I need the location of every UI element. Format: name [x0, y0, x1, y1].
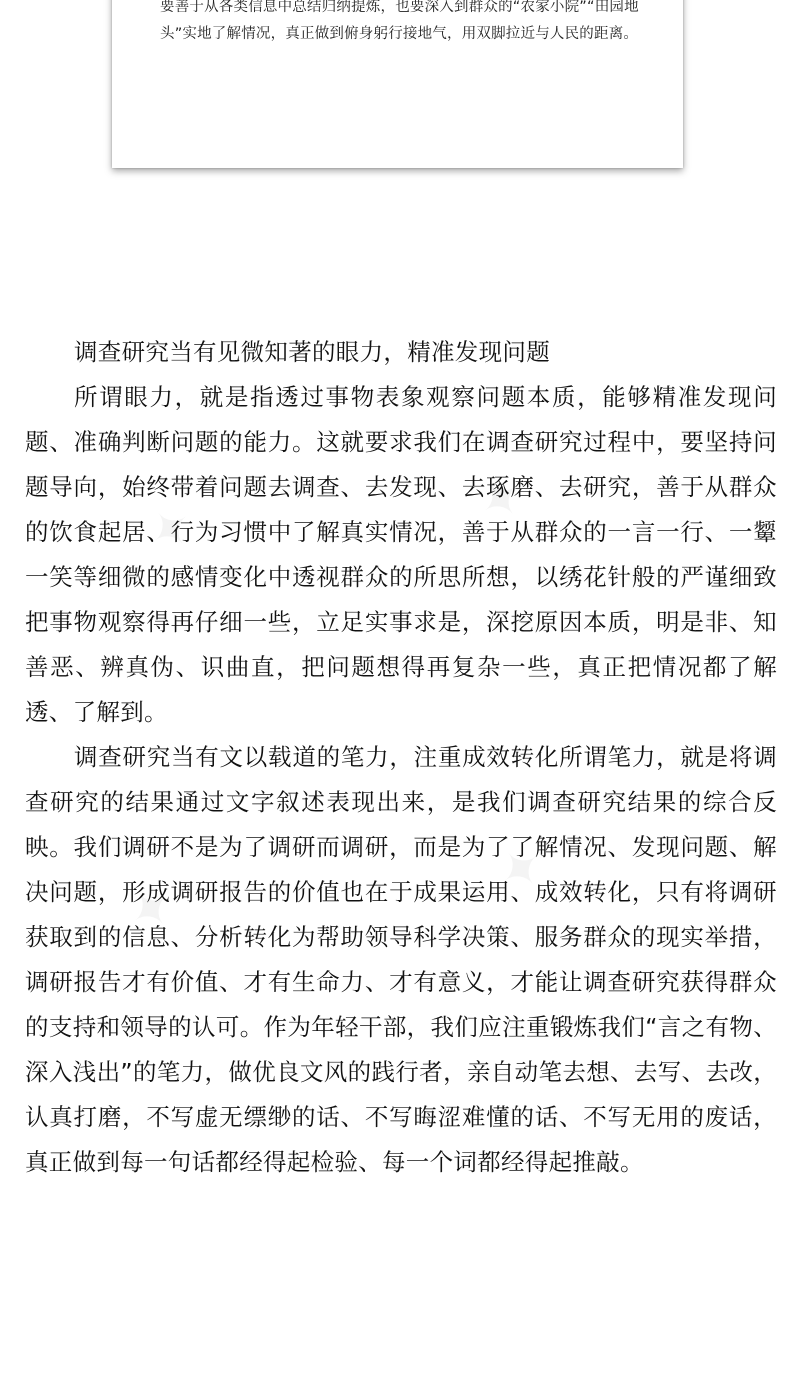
- quote-card: [112, 0, 683, 168]
- article-body: [25, 330, 777, 1185]
- paragraph: 调查研究当有文以载道的笔力，注重成效转化所谓笔力，就是将调查研究的结果通过文字叙述表现出来，是我们调查研究结果的综合反映。我们调研不是为了调研而调研，而是为了了解情况、发现问题、解决问题，形成调研报告的价值也在于成果运用、成效转化，只有将调研获取到的信息、分析转化为帮助领导科学决策、服务群众的现实举措，调研报告才有价值、才有生命力、才有意义，才能让调查研究获得群众的支持和领导的认可。作为年轻干部，我们应注重锻炼我们“言之有物、深入浅出”的笔力，做优良文风的践行者，亲自动笔去想、去写、去改，认真打磨，不写虚无缥缈的话、不写晦涩难懂的话、不写无用的废话，真正做到每一句话都经得起检验、每一个词都经得起推敲。: [25, 743, 777, 1176]
- section-heading: 调查研究当有见微知著的眼力，精准发现问题: [74, 338, 550, 366]
- quote-card-text: 要善于从各类信息中总结归纳提炼，也要深入到群众的“农家小院”“田园地头”实地了解情况，真正做到俯身躬行接地气，用双脚拉近与人民的距离。: [160, 0, 639, 42]
- paragraph: 所谓眼力，就是指透过事物表象观察问题本质，能够精准发现问题、准确判断问题的能力。这就要求我们在调查研究过程中，要坚持问题导向，始终带着问题去调查、去发现、去琢磨、去研究，善于从群众的饮食起居、行为习惯中了解真实情况，善于从群众的一言一行、一颦一笑等细微的感情变化中透视群众的所思所想，以绣花针般的严谨细致把事物观察得再仔细一些，立足实事求是，深挖原因本质，明是非、知善恶、辨真伪、识曲直，把问题想得再复杂一些，真正把情况都了解透、了解到。: [25, 383, 777, 726]
